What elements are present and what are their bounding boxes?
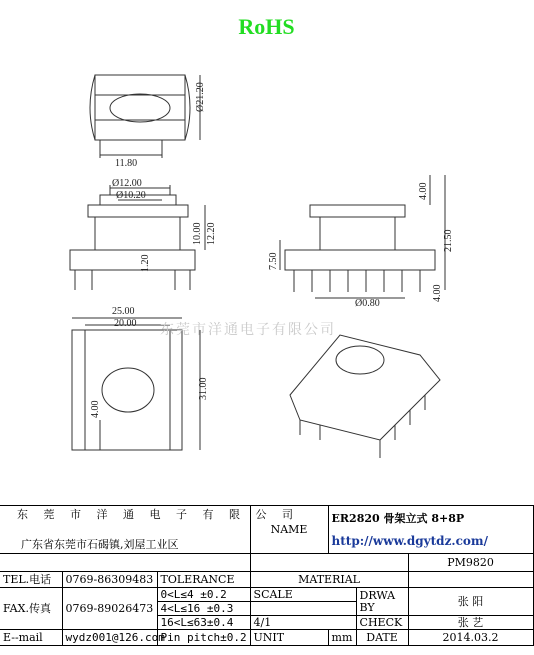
isometric-view [290, 335, 440, 458]
rohs-label: RoHS [238, 14, 295, 39]
title-block [0, 505, 534, 646]
dim-m: 21.50 [443, 229, 454, 252]
dim-n: 7.50 [268, 252, 279, 270]
unit-value: mm [328, 630, 356, 646]
email-label: E--mail [0, 630, 62, 646]
dim-l: 4.00 [418, 182, 429, 200]
tolerance-line-4: Pin pitch±0.2 [157, 630, 250, 646]
tolerance-line-2: 4<L≤16 ±0.3 [157, 602, 250, 616]
tel-label: TEL.电话 [0, 572, 62, 588]
unit-label: UNIT [250, 630, 328, 646]
date-label: DATE [356, 630, 408, 646]
dim-a: Ø21.20 [195, 82, 206, 112]
top-view [90, 75, 200, 158]
tolerance-line-3: 16<L≤63±0.4 [157, 616, 250, 630]
scale-label: SCALE [250, 588, 356, 602]
name-label: NAME [250, 506, 328, 554]
watermark-text: 东莞市洋通电子有限公司 [160, 322, 336, 338]
dim-b: 11.80 [115, 158, 138, 169]
email-value[interactable]: wydz001@126.com [62, 630, 157, 646]
dim-c: Ø12.00 [112, 178, 142, 189]
dim-e: 10.00 [192, 222, 203, 245]
dim-j: 4.00 [90, 400, 101, 418]
dim-f: 12.20 [206, 222, 217, 245]
dim-h: 25.00 [112, 306, 135, 317]
technical-drawing [0, 60, 533, 500]
tel-value: 0769-86309483 [62, 572, 157, 588]
part-title-cell [328, 506, 533, 554]
website-link[interactable]: http://www.dgytdz.com/ [331, 533, 488, 548]
company-address: 广东省东莞市石碣镇,刘屋工业区 [21, 537, 179, 551]
scale-value: 4/1 [250, 616, 356, 630]
dim-k: 31.00 [198, 377, 209, 400]
draw-label: DRWA BY [356, 588, 408, 616]
part-number: PM9820 [408, 554, 533, 572]
dim-o: Ø0.80 [355, 298, 380, 309]
company-name: 东 莞 市 洋 通 电 子 有 限 公 司 [17, 507, 299, 521]
part-title: ER2820 骨架立式 8+8P [331, 511, 465, 525]
dim-g: 1.20 [140, 254, 151, 272]
dim-i: 20.00 [114, 318, 137, 329]
date-value: 2014.03.2 [408, 630, 533, 646]
fax-label: FAX.传真 [0, 588, 62, 630]
tolerance-label: TOLERANCE [157, 572, 250, 588]
fax-value: 0769-89026473 [62, 588, 157, 630]
dim-d: Ø10.20 [116, 190, 146, 201]
draw-by: 张 阳 [408, 588, 533, 616]
check-label: CHECK [356, 616, 408, 630]
dim-p: 4.00 [432, 284, 443, 302]
check-by: 张 艺 [408, 616, 533, 630]
tolerance-line-1: 0<L≤4 ±0.2 [157, 588, 250, 602]
material-label: MATERIAL [250, 572, 408, 588]
